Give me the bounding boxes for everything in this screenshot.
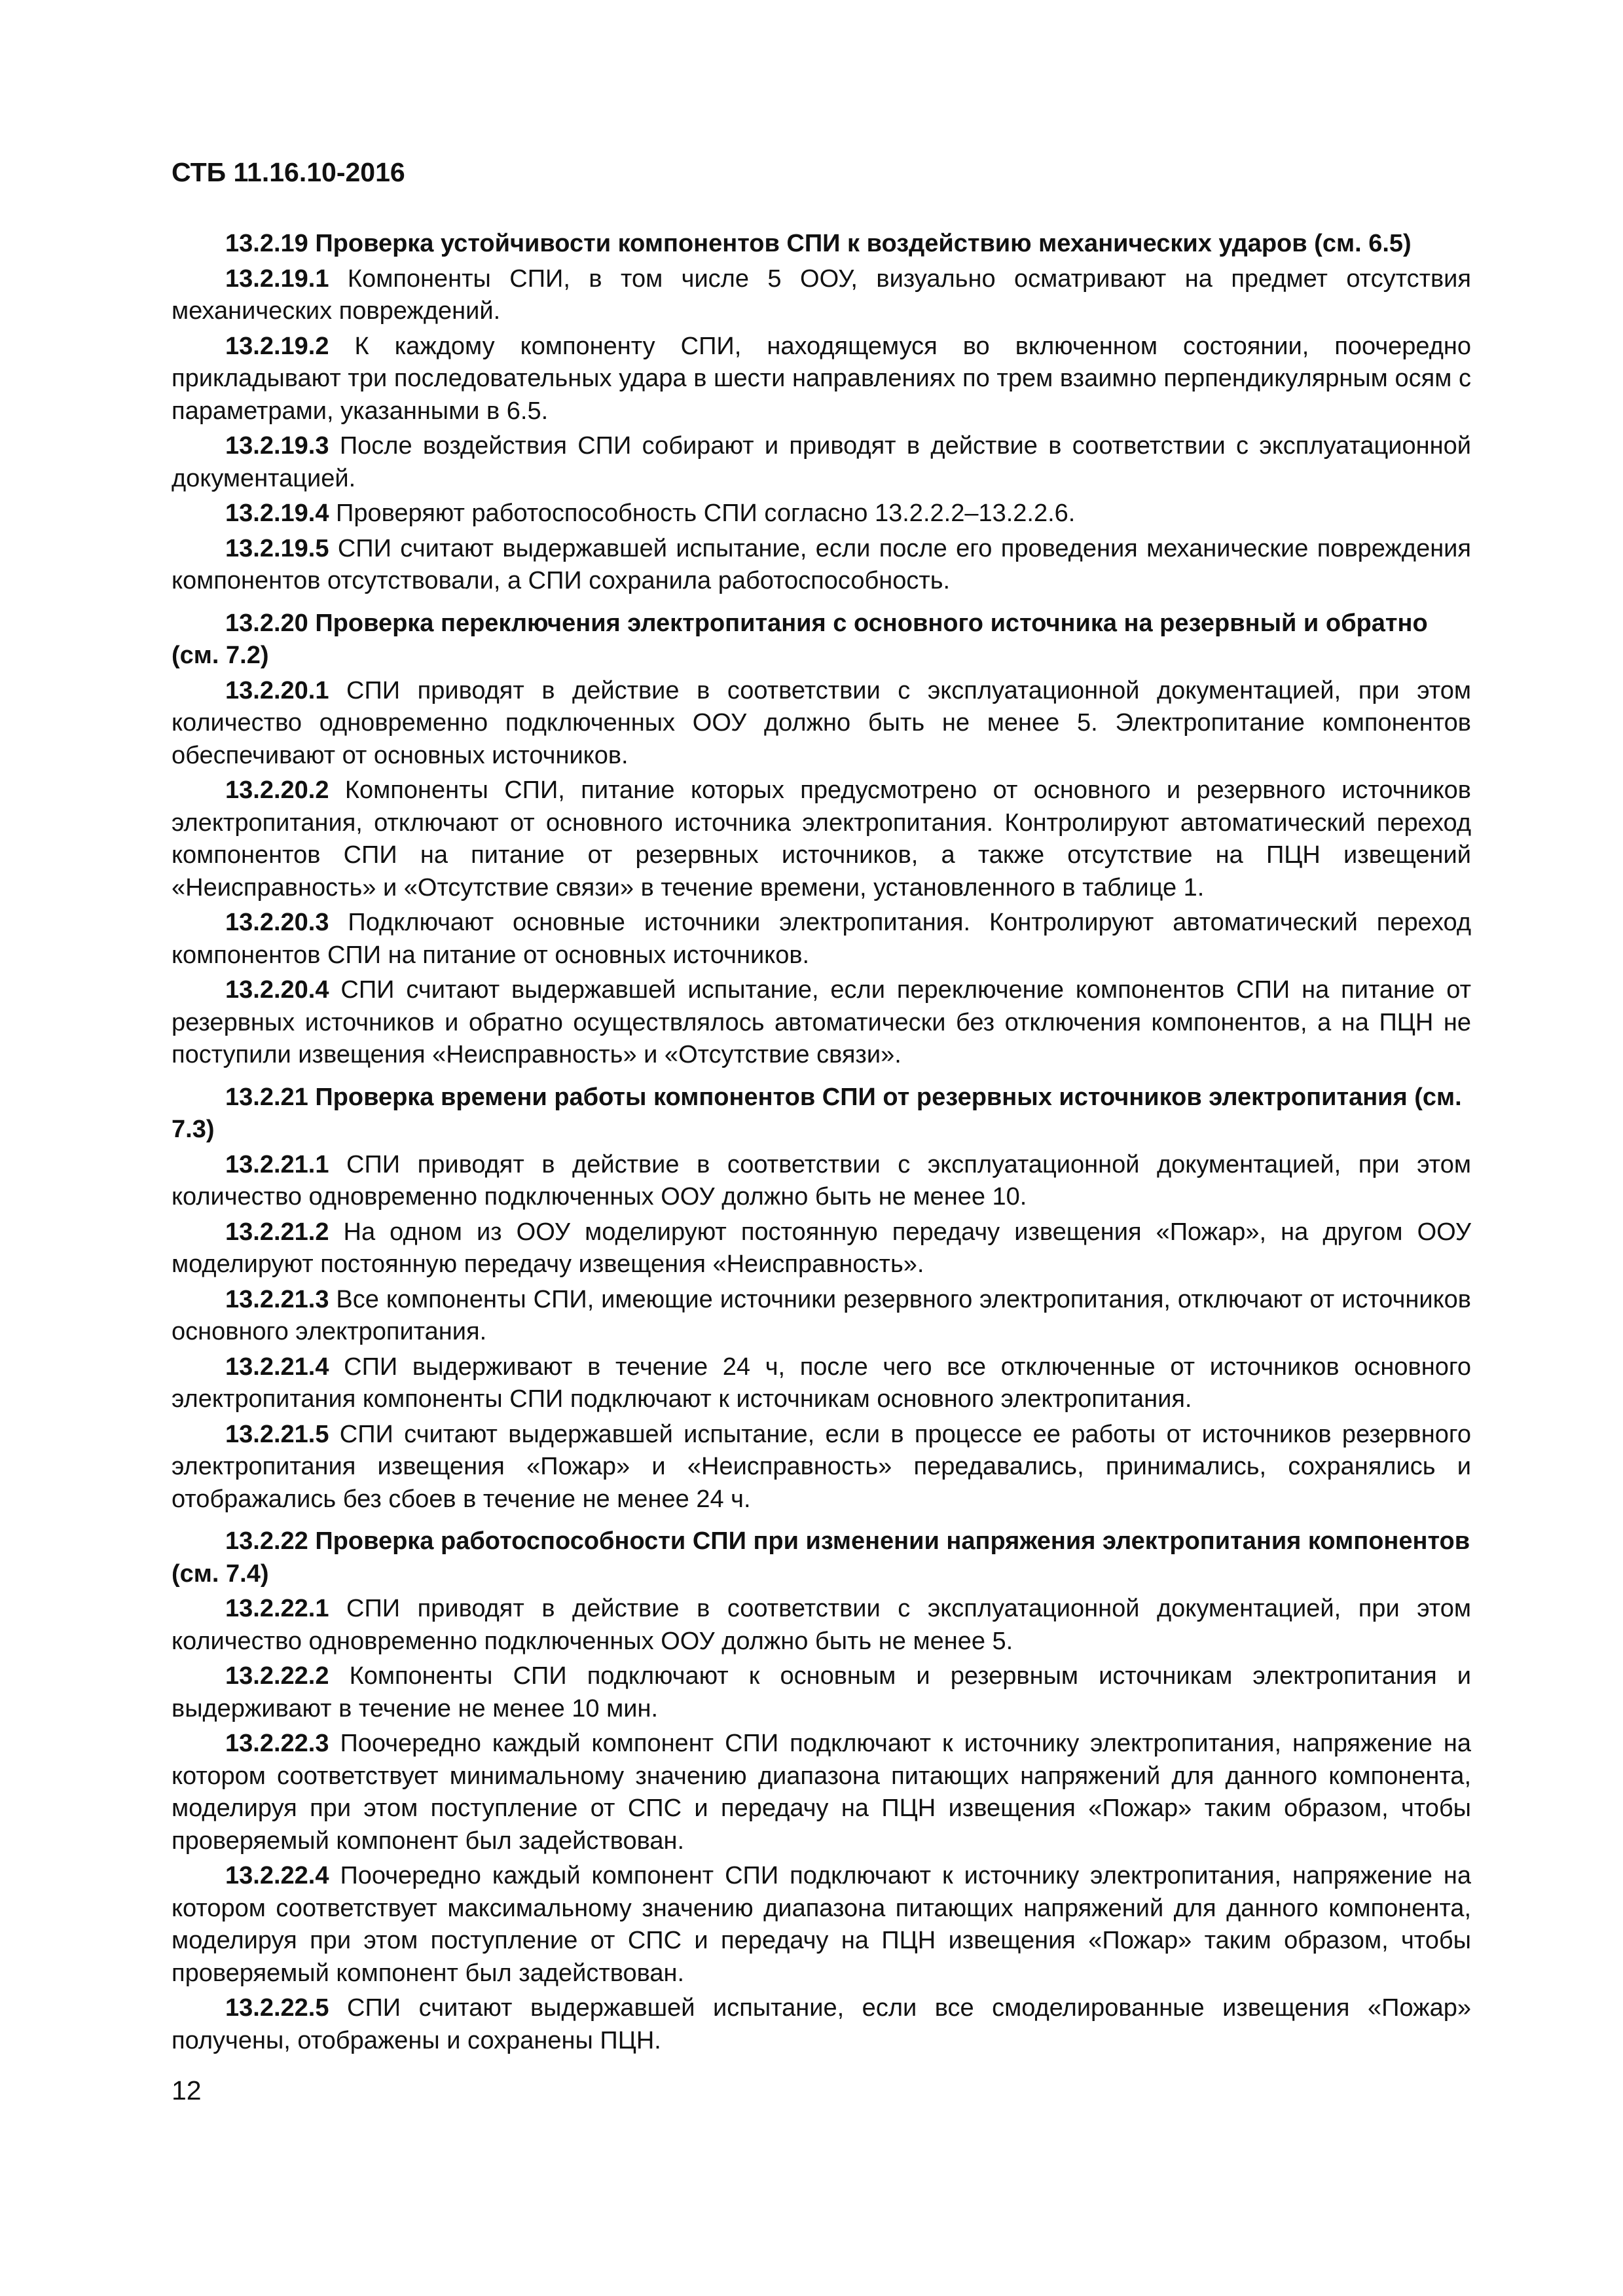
clause-text: СПИ выдерживают в течение 24 ч, после чего все отключенные от источников основного электропитания компоненты СПИ подключают к источникам основного электропитания.: [172, 1353, 1471, 1413]
clause-number: 13.2.22.2: [225, 1662, 329, 1690]
paragraph: [172, 1284, 1471, 1349]
clause-text: СПИ считают выдержавшей испытание, если после его проведения механические повреждения компонентов отсутствовали, а СПИ сохранила работоспособность.: [172, 534, 1471, 594]
clause-text: Компоненты СПИ подключают к основным и резервным источникам электропитания и выдерживают в течение не менее 10 мин.: [172, 1662, 1471, 1722]
clause-number: 13.2.19.4: [225, 500, 329, 527]
paragraph: [172, 498, 1471, 530]
document-body: [172, 228, 1471, 2057]
paragraph: [172, 263, 1471, 328]
section-heading: 13.2.21 Проверка времени работы компонентов СПИ от резервных источников электропитания (см. 7.3): [172, 1083, 1462, 1143]
clause-text: СПИ считают выдержавшей испытание, если все смоделированные извещения «Пожар» получены, отображены и сохранены ПЦН.: [172, 1994, 1471, 2054]
section-heading: 13.2.19 Проверка устойчивости компонентов СПИ к воздействию механических ударов (см. 6.5): [225, 230, 1412, 257]
clause-text: СПИ считают выдержавшей испытание, если переключение компонентов СПИ на питание от резервных источников и обратно осуществлялось автоматически без отключения компонентов, а на ПЦН не поступили извещения «Неисправность» и «Отсутствие связи».: [172, 976, 1471, 1068]
clause-text: После воздействия СПИ собирают и приводят в действие в соответствии с эксплуатационной документацией.: [172, 432, 1471, 492]
section-heading: 13.2.20 Проверка переключения электропитания с основного источника на резервный и обратно (см. 7.2): [172, 609, 1428, 669]
paragraph: [172, 974, 1471, 1072]
clause-text: Компоненты СПИ, в том числе 5 ООУ, визуально осматривают на предмет отсутствия механических повреждений.: [172, 264, 1471, 325]
clause-number: 13.2.19.1: [225, 264, 329, 293]
section-heading: 13.2.22 Проверка работоспособности СПИ при изменении напряжения электропитания компонентов (см. 7.4): [172, 1527, 1470, 1588]
clause-text: СПИ приводят в действие в соответствии с эксплуатационной документацией, при этом количество одновременно подключенных ООУ должно быть не менее 5.: [172, 1595, 1471, 1655]
paragraph: [172, 675, 1471, 773]
paragraph: [172, 331, 1471, 428]
paragraph: [172, 1728, 1471, 1857]
document-code: СТБ 11.16.10-2016: [172, 157, 405, 187]
paragraph: [172, 1149, 1471, 1214]
clause-text: Подключают основные источники электропитания. Контролируют автоматический переход компонентов СПИ на питание от основных источников.: [172, 909, 1471, 969]
clause-text: Все компоненты СПИ, имеющие источники резервного электропитания, отключают от источников основного электропитания.: [172, 1285, 1471, 1345]
clause-text: Компоненты СПИ, питание которых предусмотрено от основного и резервного источников электропитания, отключают от основного источника электропитания. Контролируют автоматический переход компонентов СПИ на питание от резервных источников, а также отсутствие на ПЦН извещений «Неисправность» и «Отсутствие связи» в течение времени, установленного в таблице 1.: [172, 776, 1471, 902]
clause-number: 13.2.21.4: [225, 1353, 329, 1381]
clause-number: 13.2.20.3: [225, 909, 329, 936]
clause-text: Поочередно каждый компонент СПИ подключают к источнику электропитания, напряжение на котором соответствует максимальному значению диапазона питающих напряжений для данного компонента, моделируя при этом поступление от СПС и передачу на ПЦН извещения «Пожар» таким образом, чтобы проверяемый компонент был задействован.: [172, 1862, 1471, 1987]
page-number: 12: [172, 2075, 202, 2105]
clause-number: 13.2.20.1: [225, 676, 329, 704]
clause-text: Проверяют работоспособность СПИ согласно 13.2.2.2–13.2.2.6.: [329, 500, 1076, 527]
paragraph: [172, 430, 1471, 495]
paragraph: [172, 533, 1471, 598]
clause-text: СПИ приводят в действие в соответствии с эксплуатационной документацией, при этом количество одновременно подключенных ООУ должно быть не менее 10.: [172, 1150, 1471, 1211]
clause-number: 13.2.20.4: [225, 976, 329, 1004]
paragraph: [172, 1860, 1471, 1990]
paragraph: [172, 1660, 1471, 1725]
clause-number: 13.2.21.2: [225, 1218, 329, 1246]
clause-number: 13.2.22.4: [225, 1862, 329, 1889]
paragraph: [172, 1992, 1471, 2057]
clause-number: 13.2.22.1: [225, 1595, 329, 1622]
paragraph: [172, 1216, 1471, 1281]
paragraph: [172, 1419, 1471, 1516]
paragraph: [172, 1351, 1471, 1416]
paragraph: [172, 1593, 1471, 1658]
clause-number: 13.2.21.3: [225, 1285, 329, 1313]
paragraph: [172, 774, 1471, 904]
clause-text: На одном из ООУ моделируют постоянную передачу извещения «Пожар», на другом ООУ моделируют постоянную передачу извещения «Неисправность».: [172, 1218, 1471, 1278]
clause-text: СПИ считают выдержавшей испытание, если в процессе ее работы от источников резервного электропитания извещения «Пожар» и «Неисправность» передавались, принимались, сохранялись и отображались без сбоев в течение не менее 24 ч.: [172, 1420, 1471, 1513]
clause-number: 13.2.21.1: [225, 1150, 329, 1178]
clause-text: СПИ приводят в действие в соответствии с эксплуатационной документацией, при этом количество одновременно подключенных ООУ должно быть не менее 5. Электропитание компонентов обеспечивают от основных источников.: [172, 676, 1471, 769]
clause-number: 13.2.22.3: [225, 1730, 329, 1757]
clause-number: 13.2.19.3: [225, 432, 329, 460]
clause-number: 13.2.19.2: [225, 332, 329, 360]
paragraph: [172, 907, 1471, 972]
clause-text: Поочередно каждый компонент СПИ подключают к источнику электропитания, напряжение на котором соответствует минимальному значению диапазона питающих напряжений для данного компонента, моделируя при этом поступление от СПС и передачу на ПЦН извещения «Пожар» таким образом, чтобы проверяемый компонент был задействован.: [172, 1730, 1471, 1855]
clause-number: 13.2.22.5: [225, 1994, 329, 2022]
clause-number: 13.2.21.5: [225, 1420, 329, 1448]
clause-number: 13.2.19.5: [225, 534, 329, 562]
clause-number: 13.2.20.2: [225, 776, 329, 804]
clause-text: К каждому компоненту СПИ, находящемуся во включенном состоянии, поочередно прикладывают три последовательных удара в шести направлениях по трем взаимно перпендикулярным осям с параметрами, указанными в 6.5.: [172, 332, 1471, 425]
